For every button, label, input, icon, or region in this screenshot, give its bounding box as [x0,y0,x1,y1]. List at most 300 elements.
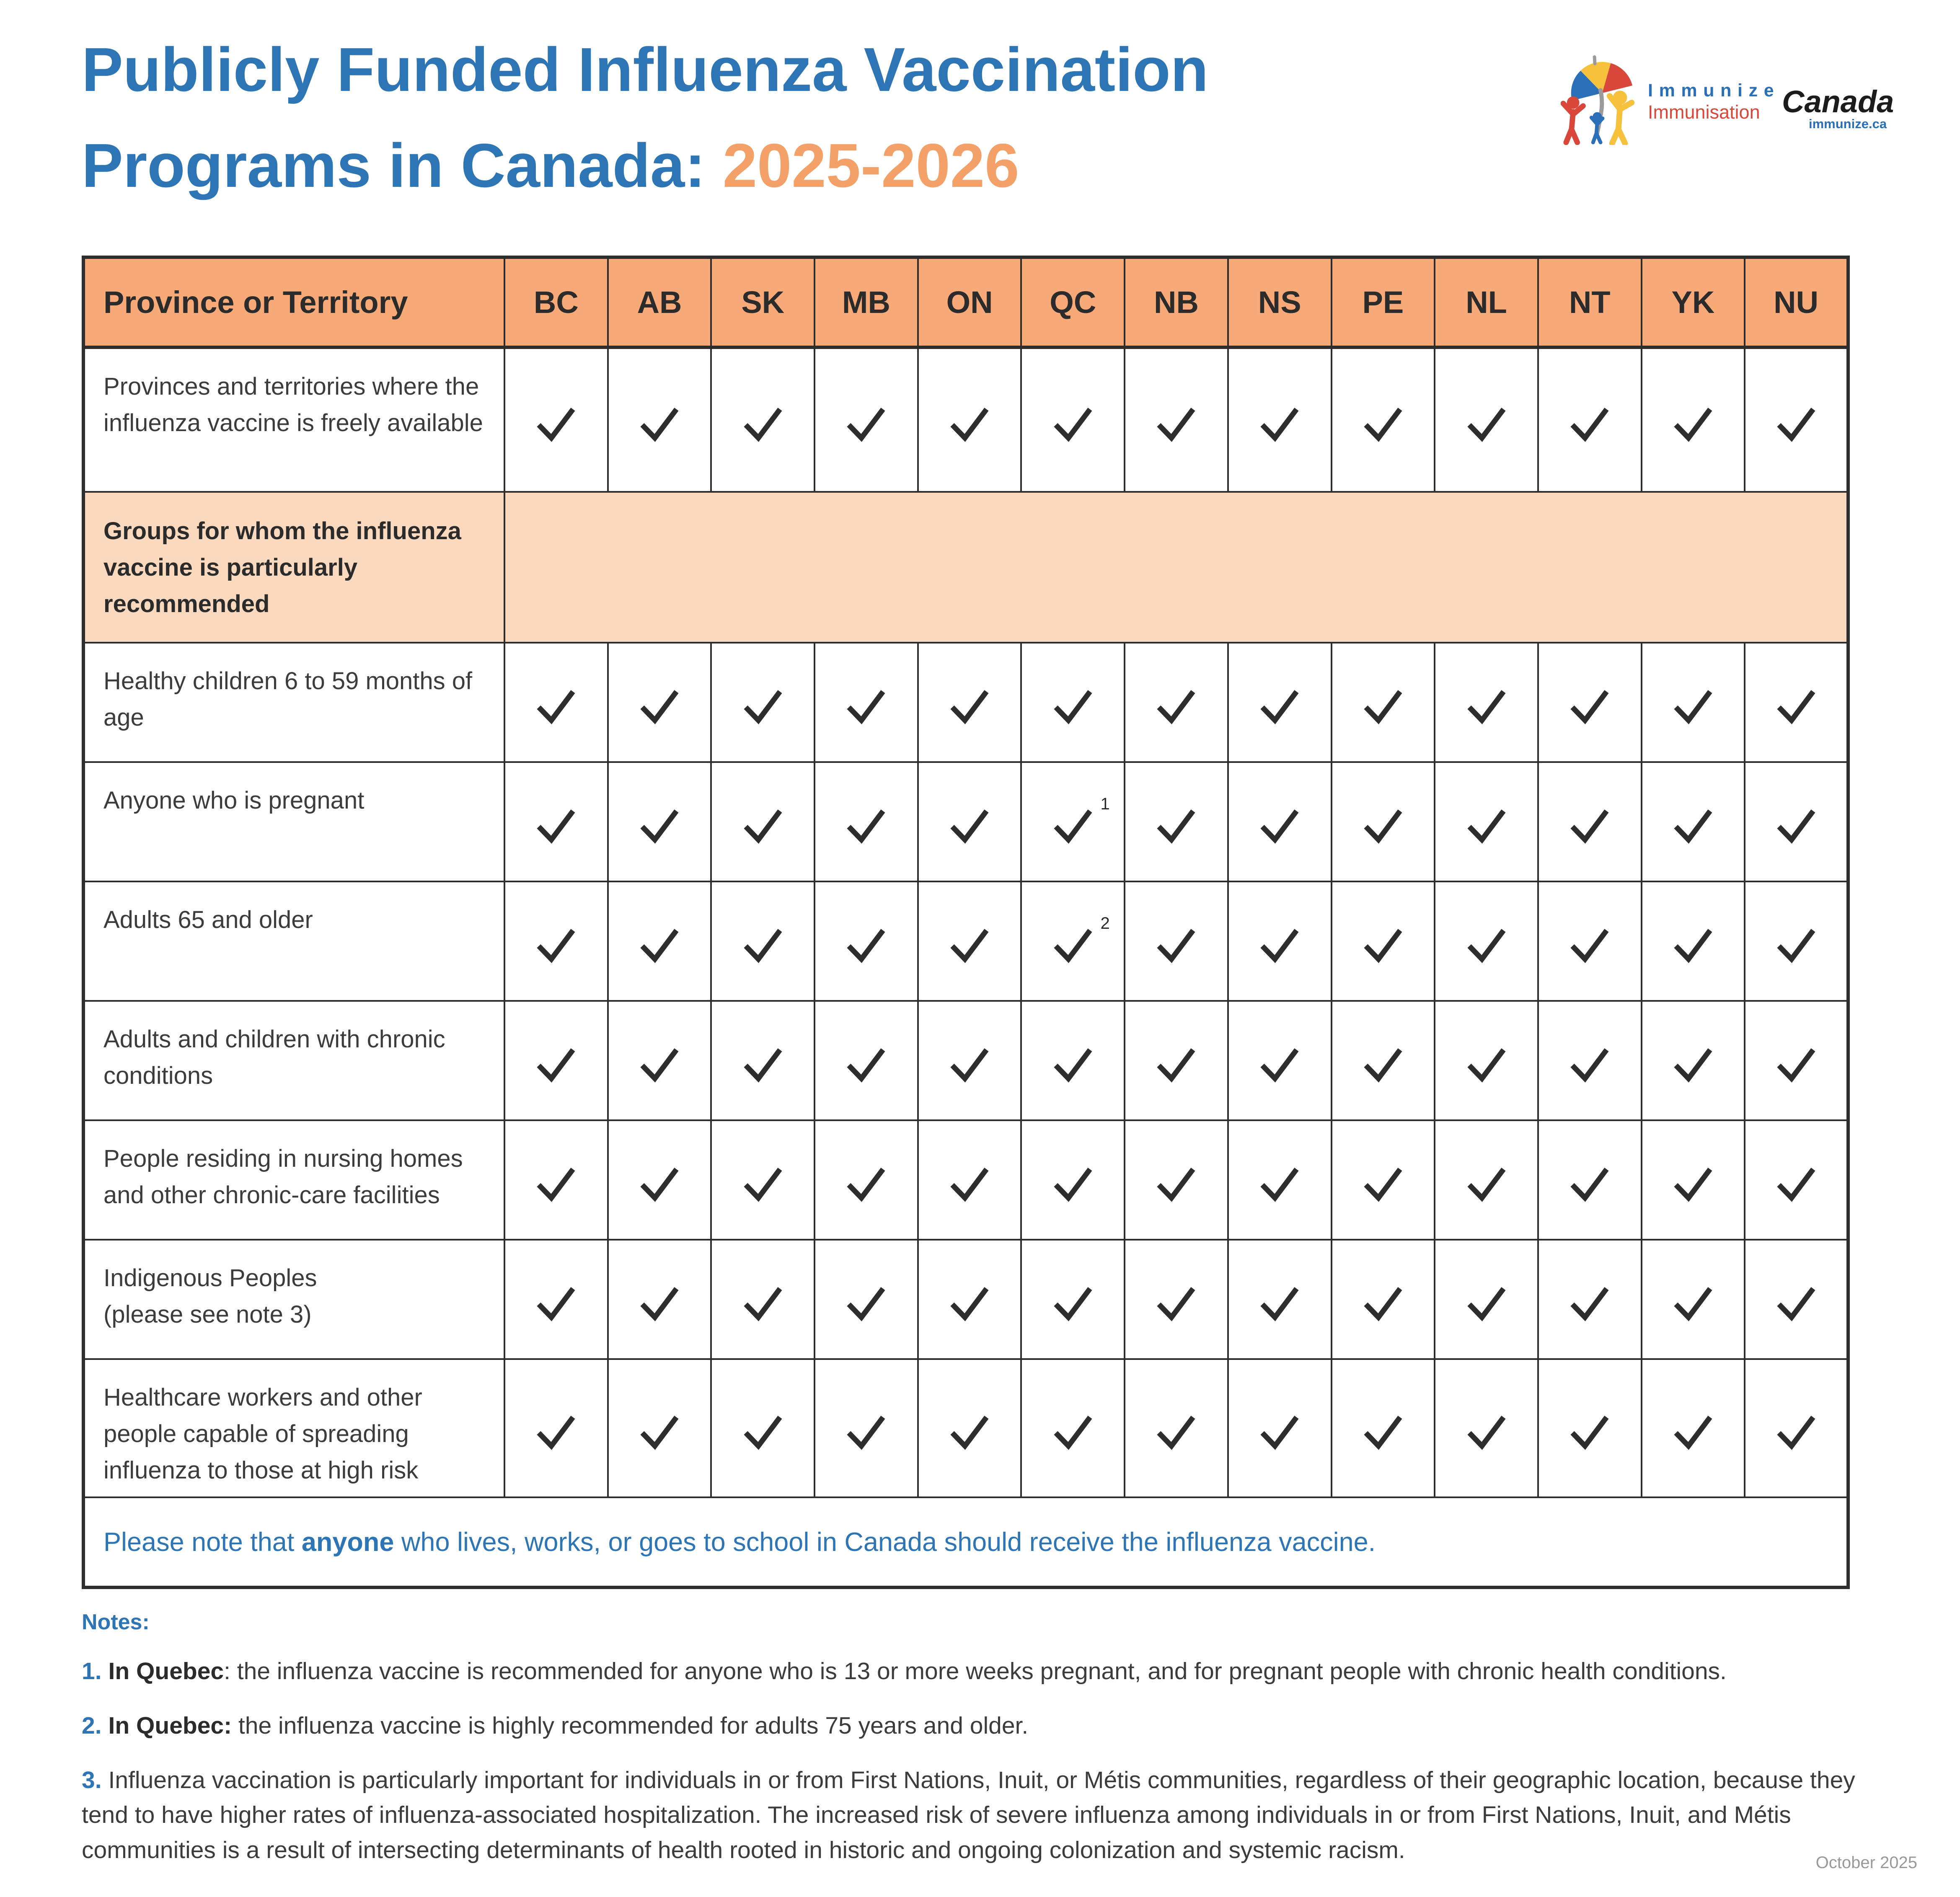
checkmark-icon [640,927,679,965]
column-header-mb: MB [815,257,918,347]
checkmark-icon [1260,688,1299,726]
checkmark-icon [1260,1414,1299,1452]
checkmark-icon [1674,1285,1712,1323]
check-cell-nl [1435,347,1538,492]
note-item [82,1763,1890,1868]
checkmark [537,406,575,444]
checkmark [744,1285,782,1323]
table-footer-row [83,1497,1848,1587]
check-cell-qc [1021,1359,1125,1497]
checkmark-icon [847,927,885,965]
checkmark [1364,1414,1402,1452]
checkmark [1364,1166,1402,1204]
check-cell-ab [608,643,711,762]
note-text: the influenza vaccine is highly recommended for adults 75 years and older. [232,1712,1029,1739]
check-cell-ns [1228,1359,1332,1497]
checkmark [1674,807,1712,846]
checkmark [1777,1166,1815,1204]
notes-section [82,1610,1890,1887]
check-cell-nu [1745,1001,1848,1120]
column-header-nl: NL [1435,257,1538,347]
table-header [83,257,1848,347]
check-cell-yk [1642,762,1745,881]
table-row [83,347,1848,492]
checkmark [1674,688,1712,726]
checkmark [1364,688,1402,726]
check-cell-pe [1332,347,1435,492]
checkmark [1467,1166,1506,1204]
checkmark-icon [1364,406,1402,444]
logo-url-text: immunize.ca [1809,116,1887,131]
checkmark-icon [744,1414,782,1452]
page-title-line1: Publicly Funded Influenza Vaccination [82,35,1209,104]
checkmark-icon [1777,406,1815,444]
column-header-ab: AB [608,257,711,347]
check-cell-ns [1228,881,1332,1001]
checkmark-icon [1467,1166,1506,1204]
checkmark-icon [1570,927,1609,965]
checkmark-icon [744,406,782,444]
checkmark-icon [1570,1046,1609,1085]
checkmark [537,1414,575,1452]
checkmark-icon [847,1285,885,1323]
checkmark-icon [640,1166,679,1204]
checkmark [1364,406,1402,444]
row-label-cell [83,1359,504,1497]
checkmark-icon [640,1414,679,1452]
check-cell-sk [711,881,815,1001]
column-header-province-or-territory: Province or Territory [83,257,504,347]
check-cell-nb [1125,1001,1228,1120]
table-row [83,881,1848,1001]
checkmark [1674,406,1712,444]
checkmark [1157,1166,1195,1204]
check-cell-on [918,1240,1021,1359]
row-label-cell [83,643,504,762]
checkmark [847,807,885,846]
check-cell-yk [1642,1120,1745,1240]
checkmark-icon [640,807,679,846]
footer-note-post: who lives, works, or goes to school in Canada should receive the influenza vaccine. [394,1527,1376,1557]
checkmark [1054,914,1110,965]
checkmark [744,406,782,444]
checkmark [847,1285,885,1323]
check-cell-pe [1332,1359,1435,1497]
umbrella-people-icon [1561,54,1644,145]
check-cell-yk [1642,1001,1745,1120]
checkmark-icon [1260,1166,1299,1204]
checkmark-icon [640,1046,679,1085]
check-cell-bc [504,347,608,492]
column-header-pe: PE [1332,257,1435,347]
check-cell-nl [1435,881,1538,1001]
check-cell-qc [1021,643,1125,762]
check-cell-bc [504,881,608,1001]
check-cell-pe [1332,1001,1435,1120]
checkmark [1570,1285,1609,1323]
checkmark-icon [1777,807,1815,846]
checkmark [1674,1046,1712,1085]
table-row [83,762,1848,881]
checkmark [640,1046,679,1085]
checkmark-icon [1570,406,1609,444]
check-cell-sk [711,643,815,762]
checkmark-icon [1157,1285,1195,1323]
check-cell-nl [1435,643,1538,762]
check-cell-yk [1642,1359,1745,1497]
checkmark-icon [1467,1285,1506,1323]
checkmark-icon [1777,927,1815,965]
check-cell-ab [608,1240,711,1359]
checkmark [744,807,782,846]
checkmark [1570,927,1609,965]
checkmark [1054,406,1092,444]
check-cell-nb [1125,1359,1228,1497]
check-cell-mb [815,643,918,762]
check-cell-nt [1538,1359,1642,1497]
check-cell-nu [1745,347,1848,492]
checkmark [1570,688,1609,726]
row-label-cell [83,881,504,1001]
logo-immunize-text: Immunize [1648,80,1780,101]
check-cell-on [918,1359,1021,1497]
check-cell-nl [1435,1001,1538,1120]
checkmark [1467,807,1506,846]
checkmark [1054,1046,1092,1085]
checkmark [950,1414,989,1452]
checkmark [537,927,575,965]
check-cell-sk [711,1120,815,1240]
checkmark-icon [1570,807,1609,846]
checkmark [1777,406,1815,444]
check-cell-ab [608,762,711,881]
check-cell-mb [815,762,918,881]
check-cell-nb [1125,762,1228,881]
check-cell-ns [1228,1240,1332,1359]
checkmark-icon [1364,1046,1402,1085]
checkmark [1157,1046,1195,1085]
check-cell-nb [1125,881,1228,1001]
checkmark [1777,688,1815,726]
row-label-cell [83,1240,504,1359]
checkmark [950,1046,989,1085]
note-item [82,1708,1890,1744]
note-text: : the influenza vaccine is recommended for anyone who is 13 or more weeks pregnant, and for pregnant people with chronic health conditions. [224,1658,1727,1685]
row-label-text: Healthcare workers and other people capable of spreading influenza to those at high risk [103,1384,422,1484]
note-number: 1. [82,1658,102,1685]
checkmark [1777,1414,1815,1452]
check-cell-nt [1538,762,1642,881]
checkmark [1674,1285,1712,1323]
check-cell-on [918,881,1021,1001]
checkmark-icon [1364,688,1402,726]
check-cell-yk [1642,881,1745,1001]
section-row-span [504,492,1848,643]
checkmark [1570,1046,1609,1085]
check-cell-nl [1435,762,1538,881]
check-cell-nl [1435,1240,1538,1359]
checkmark-icon [1674,688,1712,726]
checkmark-icon [1364,927,1402,965]
checkmark-icon [537,1166,575,1204]
table-row [83,1120,1848,1240]
check-cell-qc [1021,1001,1125,1120]
check-cell-nu [1745,762,1848,881]
checkmark-icon [847,1414,885,1452]
checkmark [847,1046,885,1085]
checkmark-icon [1674,807,1712,846]
checkmark [1570,807,1609,846]
table-footer-note [83,1497,1848,1587]
checkmark [1467,1046,1506,1085]
checkmark-icon [744,807,782,846]
checkmark [1674,927,1712,965]
row-label-text: Indigenous Peoples [103,1264,317,1292]
column-header-yk: YK [1642,257,1745,347]
check-cell-bc [504,1240,608,1359]
note-bold-lead: In Quebec [108,1658,224,1685]
checkmark [950,406,989,444]
check-cell-on [918,1001,1021,1120]
checkmark [744,688,782,726]
check-cell-nt [1538,1240,1642,1359]
check-cell-qc [1021,881,1125,1001]
check-cell-nl [1435,1359,1538,1497]
footer-note-pre: Please note that [103,1527,302,1557]
check-cell-mb [815,1001,918,1120]
check-cell-pe [1332,1240,1435,1359]
check-cell-nu [1745,1240,1848,1359]
checkmark [1777,927,1815,965]
checkmark-icon [537,1285,575,1323]
checkmark-icon [950,1414,989,1452]
checkmark [537,1046,575,1085]
checkmark-icon [1054,1166,1092,1204]
checkmark [1260,1414,1299,1452]
checkmark-icon [1054,1046,1092,1085]
checkmark-icon [1260,1285,1299,1323]
immunize-canada-logo [1561,54,1892,154]
check-cell-on [918,1120,1021,1240]
check-cell-nl [1435,1120,1538,1240]
checkmark-icon [1364,1166,1402,1204]
checkmark [950,1166,989,1204]
checkmark-icon [950,406,989,444]
checkmark-icon [537,688,575,726]
row-label-cell [83,762,504,881]
vaccination-program-table [82,256,1850,1589]
checkmark-icon [1260,927,1299,965]
row-label-text: Healthy children 6 to 59 months of age [103,667,473,731]
checkmark-icon [1777,1285,1815,1323]
checkmark [537,807,575,846]
check-cell-nu [1745,881,1848,1001]
checkmark [1674,1414,1712,1452]
check-cell-bc [504,1120,608,1240]
row-label-cell [83,347,504,492]
checkmark [847,1414,885,1452]
row-label-text: Adults and children with chronic conditions [103,1026,445,1089]
checkmark-icon [1364,1414,1402,1452]
check-cell-pe [1332,643,1435,762]
check-cell-ab [608,1120,711,1240]
checkmark [1570,406,1609,444]
check-cell-qc [1021,347,1125,492]
check-cell-nt [1538,1001,1642,1120]
checkmark [1260,807,1299,846]
check-cell-sk [711,1240,815,1359]
checkmark-icon [1674,1414,1712,1452]
row-label-text: People residing in nursing homes and other chronic-care facilities [103,1145,463,1209]
checkmark-icon [1570,1414,1609,1452]
check-cell-qc [1021,762,1125,881]
checkmark [1467,406,1506,444]
checkmark [640,1285,679,1323]
table-row [83,1359,1848,1497]
checkmark [1157,1285,1195,1323]
checkmark-icon [1777,1046,1815,1085]
checkmark-icon [744,927,782,965]
checkmark-icon [950,927,989,965]
checkmark [640,927,679,965]
checkmark [1157,688,1195,726]
checkmark-icon [1260,406,1299,444]
checkmark-icon [1054,406,1092,444]
check-cell-ns [1228,347,1332,492]
page-date: October 2025 [1815,1853,1917,1872]
checkmark-icon [1570,688,1609,726]
checkmark [1364,807,1402,846]
check-cell-sk [711,1359,815,1497]
checkmark-icon [537,1414,575,1452]
checkmark [950,688,989,726]
checkmark-icon [744,688,782,726]
checkmark-icon [1674,406,1712,444]
check-cell-ab [608,881,711,1001]
checkmark [1467,1414,1506,1452]
checkmark [950,807,989,846]
checkmark [1674,1166,1712,1204]
checkmark-icon [847,688,885,726]
checkmark [847,406,885,444]
check-cell-nb [1125,347,1228,492]
checkmark [847,927,885,965]
checkmark-icon [1260,807,1299,846]
footnote-marker: 1 [1100,794,1110,813]
checkmark [1364,1285,1402,1323]
section-row-label: Groups for whom the influenza vaccine is particularly recommended [83,492,504,643]
page-title [82,22,1527,214]
check-cell-qc [1021,1240,1125,1359]
checkmark [1260,406,1299,444]
checkmark-icon [1054,1414,1092,1452]
page-title-line2: Programs in Canada: [82,131,706,201]
checkmark-icon [1054,688,1092,726]
checkmark-icon [1570,1285,1609,1323]
checkmark-icon [1467,406,1506,444]
checkmark [847,1166,885,1204]
checkmark [537,1285,575,1323]
check-cell-nt [1538,347,1642,492]
checkmark-icon [1054,807,1092,846]
column-header-nt: NT [1538,257,1642,347]
column-header-qc: QC [1021,257,1125,347]
logo-canada-text: Canada [1782,84,1894,119]
checkmark-icon [537,927,575,965]
checkmark [1054,1166,1092,1204]
checkmark [1260,927,1299,965]
check-cell-mb [815,347,918,492]
check-cell-bc [504,762,608,881]
check-cell-ns [1228,643,1332,762]
check-cell-sk [711,347,815,492]
checkmark-icon [1467,927,1506,965]
checkmark-icon [1467,807,1506,846]
row-label-cell [83,1001,504,1120]
checkmark [847,688,885,726]
check-cell-ns [1228,1120,1332,1240]
check-cell-yk [1642,1240,1745,1359]
row-label-cell [83,1120,504,1240]
checkmark [640,688,679,726]
check-cell-pe [1332,881,1435,1001]
logo-immunisation-text: Immunisation [1648,101,1760,123]
check-cell-nt [1538,881,1642,1001]
check-cell-bc [504,1359,608,1497]
notes-heading: Notes: [82,1610,150,1634]
checkmark [1260,688,1299,726]
checkmark-icon [1467,1414,1506,1452]
check-cell-qc [1021,1120,1125,1240]
checkmark-icon [1364,1285,1402,1323]
checkmark [744,1166,782,1204]
checkmark [640,807,679,846]
checkmark [1570,1166,1609,1204]
check-cell-nb [1125,1240,1228,1359]
checkmark [1260,1166,1299,1204]
check-cell-ab [608,347,711,492]
table-row [83,492,1848,643]
row-label-text-line2: (please see note 3) [103,1301,312,1328]
checkmark-icon [1570,1166,1609,1204]
checkmark-icon [1467,1046,1506,1085]
checkmark-icon [537,1046,575,1085]
checkmark [1054,688,1092,726]
check-cell-bc [504,1001,608,1120]
check-cell-bc [504,643,608,762]
column-header-sk: SK [711,257,815,347]
checkmark [1467,688,1506,726]
checkmark [1777,807,1815,846]
checkmark-icon [744,1046,782,1085]
checkmark [744,1046,782,1085]
check-cell-ns [1228,1001,1332,1120]
checkmark-icon [1364,807,1402,846]
checkmark-icon [1467,688,1506,726]
check-cell-nb [1125,643,1228,762]
check-cell-sk [711,762,815,881]
checkmark-icon [1157,927,1195,965]
checkmark-icon [537,406,575,444]
checkmark [1054,1285,1092,1323]
checkmark [640,406,679,444]
table-row [83,643,1848,762]
checkmark [537,1166,575,1204]
checkmark [1157,1414,1195,1452]
checkmark [1054,1414,1092,1452]
checkmark-icon [1157,807,1195,846]
table-body [83,347,1848,1587]
